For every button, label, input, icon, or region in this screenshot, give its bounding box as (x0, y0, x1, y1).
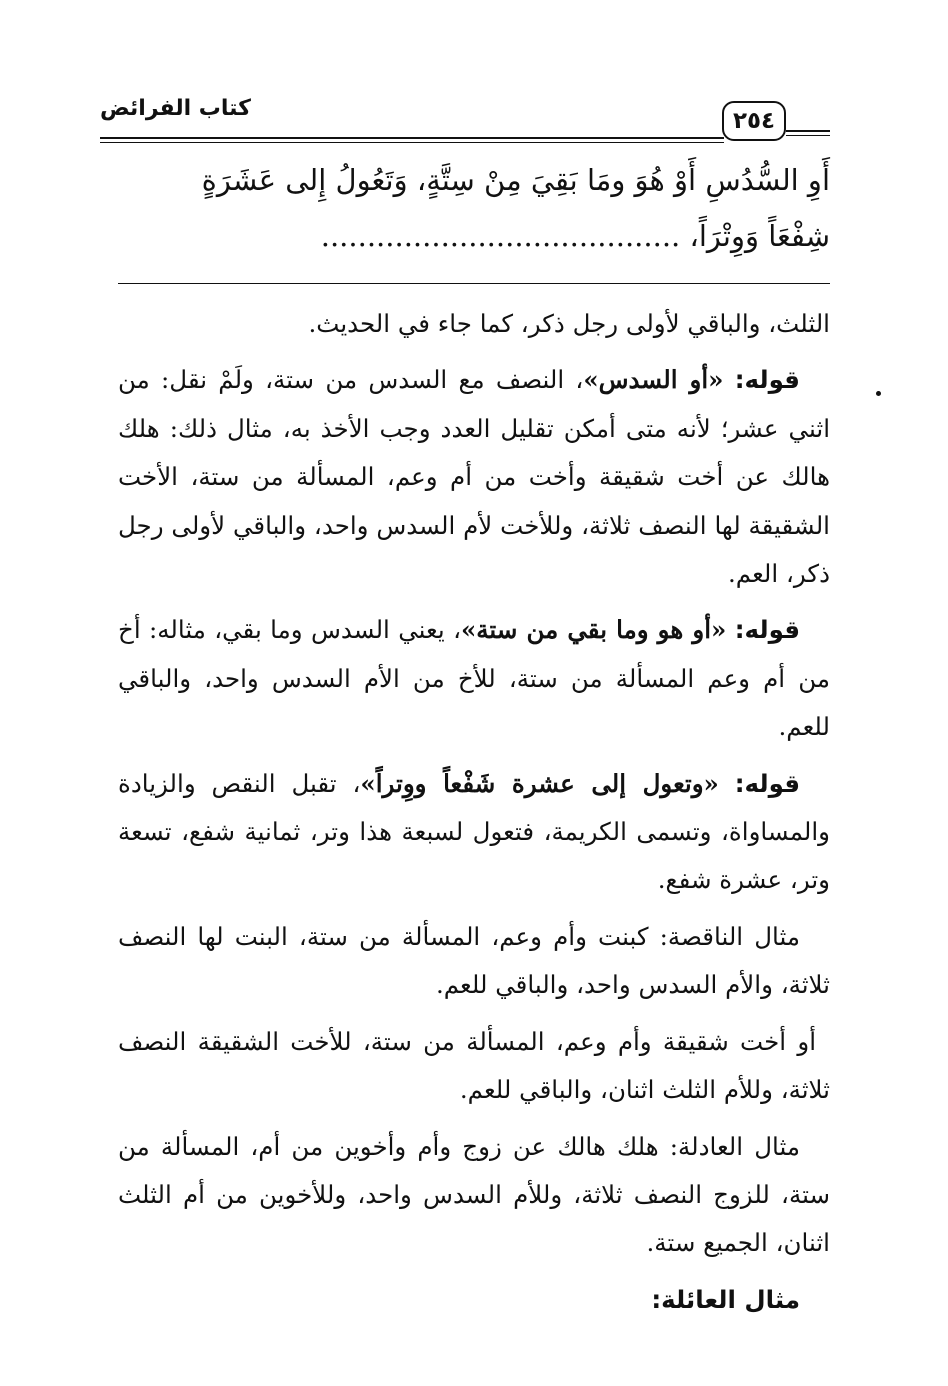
paragraph-1: الثلث، والباقي لأولى رجل ذكر، كما جاء في الحديث. (308, 309, 830, 338)
paragraph-4-quote: «وتعول إلى عشرة شَفْعاً ووِتراً» (360, 768, 719, 798)
margin-dot (876, 391, 881, 396)
matn-text (118, 152, 830, 264)
paragraph-4-text: ، تقبل النقص والزيادة والمساواة، وتسمى الكريمة، فتعول لسبعة هذا وتر، ثمانية شفع، تسعة وتر، عشرة شفع. (118, 768, 830, 895)
matn-separator (118, 283, 830, 284)
paragraph-2-quote: «أو السدس» (583, 365, 724, 395)
paragraph-8-heading: مثال العائلة: (651, 1284, 800, 1314)
paragraph-6: أو أخت شقيقة وأم وعم، المسألة من ستة، للأخت الشقيقة النصف ثلاثة، وللأم الثلث اثنان، والباقي للعم. (118, 1026, 830, 1105)
matn-line-1: أَوِ السُّدُسِ أَوْ هُوَ ومَا بَقِيَ مِنْ سِتَّةٍ، وَتَعُولُ إِلى عَشَرَةٍ (201, 163, 830, 197)
paragraph-3 (118, 606, 830, 751)
header-rule-right-thin (786, 135, 830, 136)
page-number-badge: ٢٥٤ (722, 101, 786, 141)
header-rule-right (786, 130, 830, 132)
paragraph-2-text: ، النصف مع السدس من ستة، ولَمْ نقل: من اثني عشر؛ لأنه متى أمكن تقليل العدد وجب الأخذ به، مثال ذلك: هلك هالك عن أخت شقيقة وأخت من أم وعم، المسألة من ستة، الأخت الشقيقة لها النصف ثلاثة، وللأخت لأم السدس واحد، والباقي لأولى رجل ذكر، العم. (118, 365, 830, 589)
paragraph-3-label: قوله: (734, 615, 800, 645)
header-rule-left-thin (100, 142, 724, 143)
book-title: كتاب الفرائض (100, 96, 251, 121)
paragraph-4-label: قوله: (734, 768, 800, 798)
paragraph-2 (118, 356, 830, 598)
paragraph-2-label: قوله: (734, 365, 800, 395)
paragraph-5: مثال الناقصة: كبنت وأم وعم، المسألة من ستة، البنت لها النصف ثلاثة، والأم السدس واحد، والباقي للعم. (118, 921, 830, 1000)
paragraph-3-quote: «أو هو وما بقي من ستة» (460, 615, 727, 645)
paragraph-4 (118, 760, 830, 905)
paragraph-7: مثال العادلة: هلك هالك عن زوج وأم وأخوين من أم، المسألة من ستة، للزوج النصف ثلاثة، وللأم السدس واحد، وللأخوين من أم الثلث اثنان، الجميع ستة. (118, 1131, 830, 1258)
commentary-body (118, 300, 830, 1332)
matn-line-2: شِفْعَاً وَوِتْرَاً، ....................................... (320, 219, 830, 253)
paragraph-3-text: ، يعني السدس وما بقي، مثاله: أخ من أم وعم المسألة من ستة، للأخ من الأم السدس واحد، والباقي للعم. (118, 615, 830, 742)
header-rule-left (100, 137, 724, 139)
